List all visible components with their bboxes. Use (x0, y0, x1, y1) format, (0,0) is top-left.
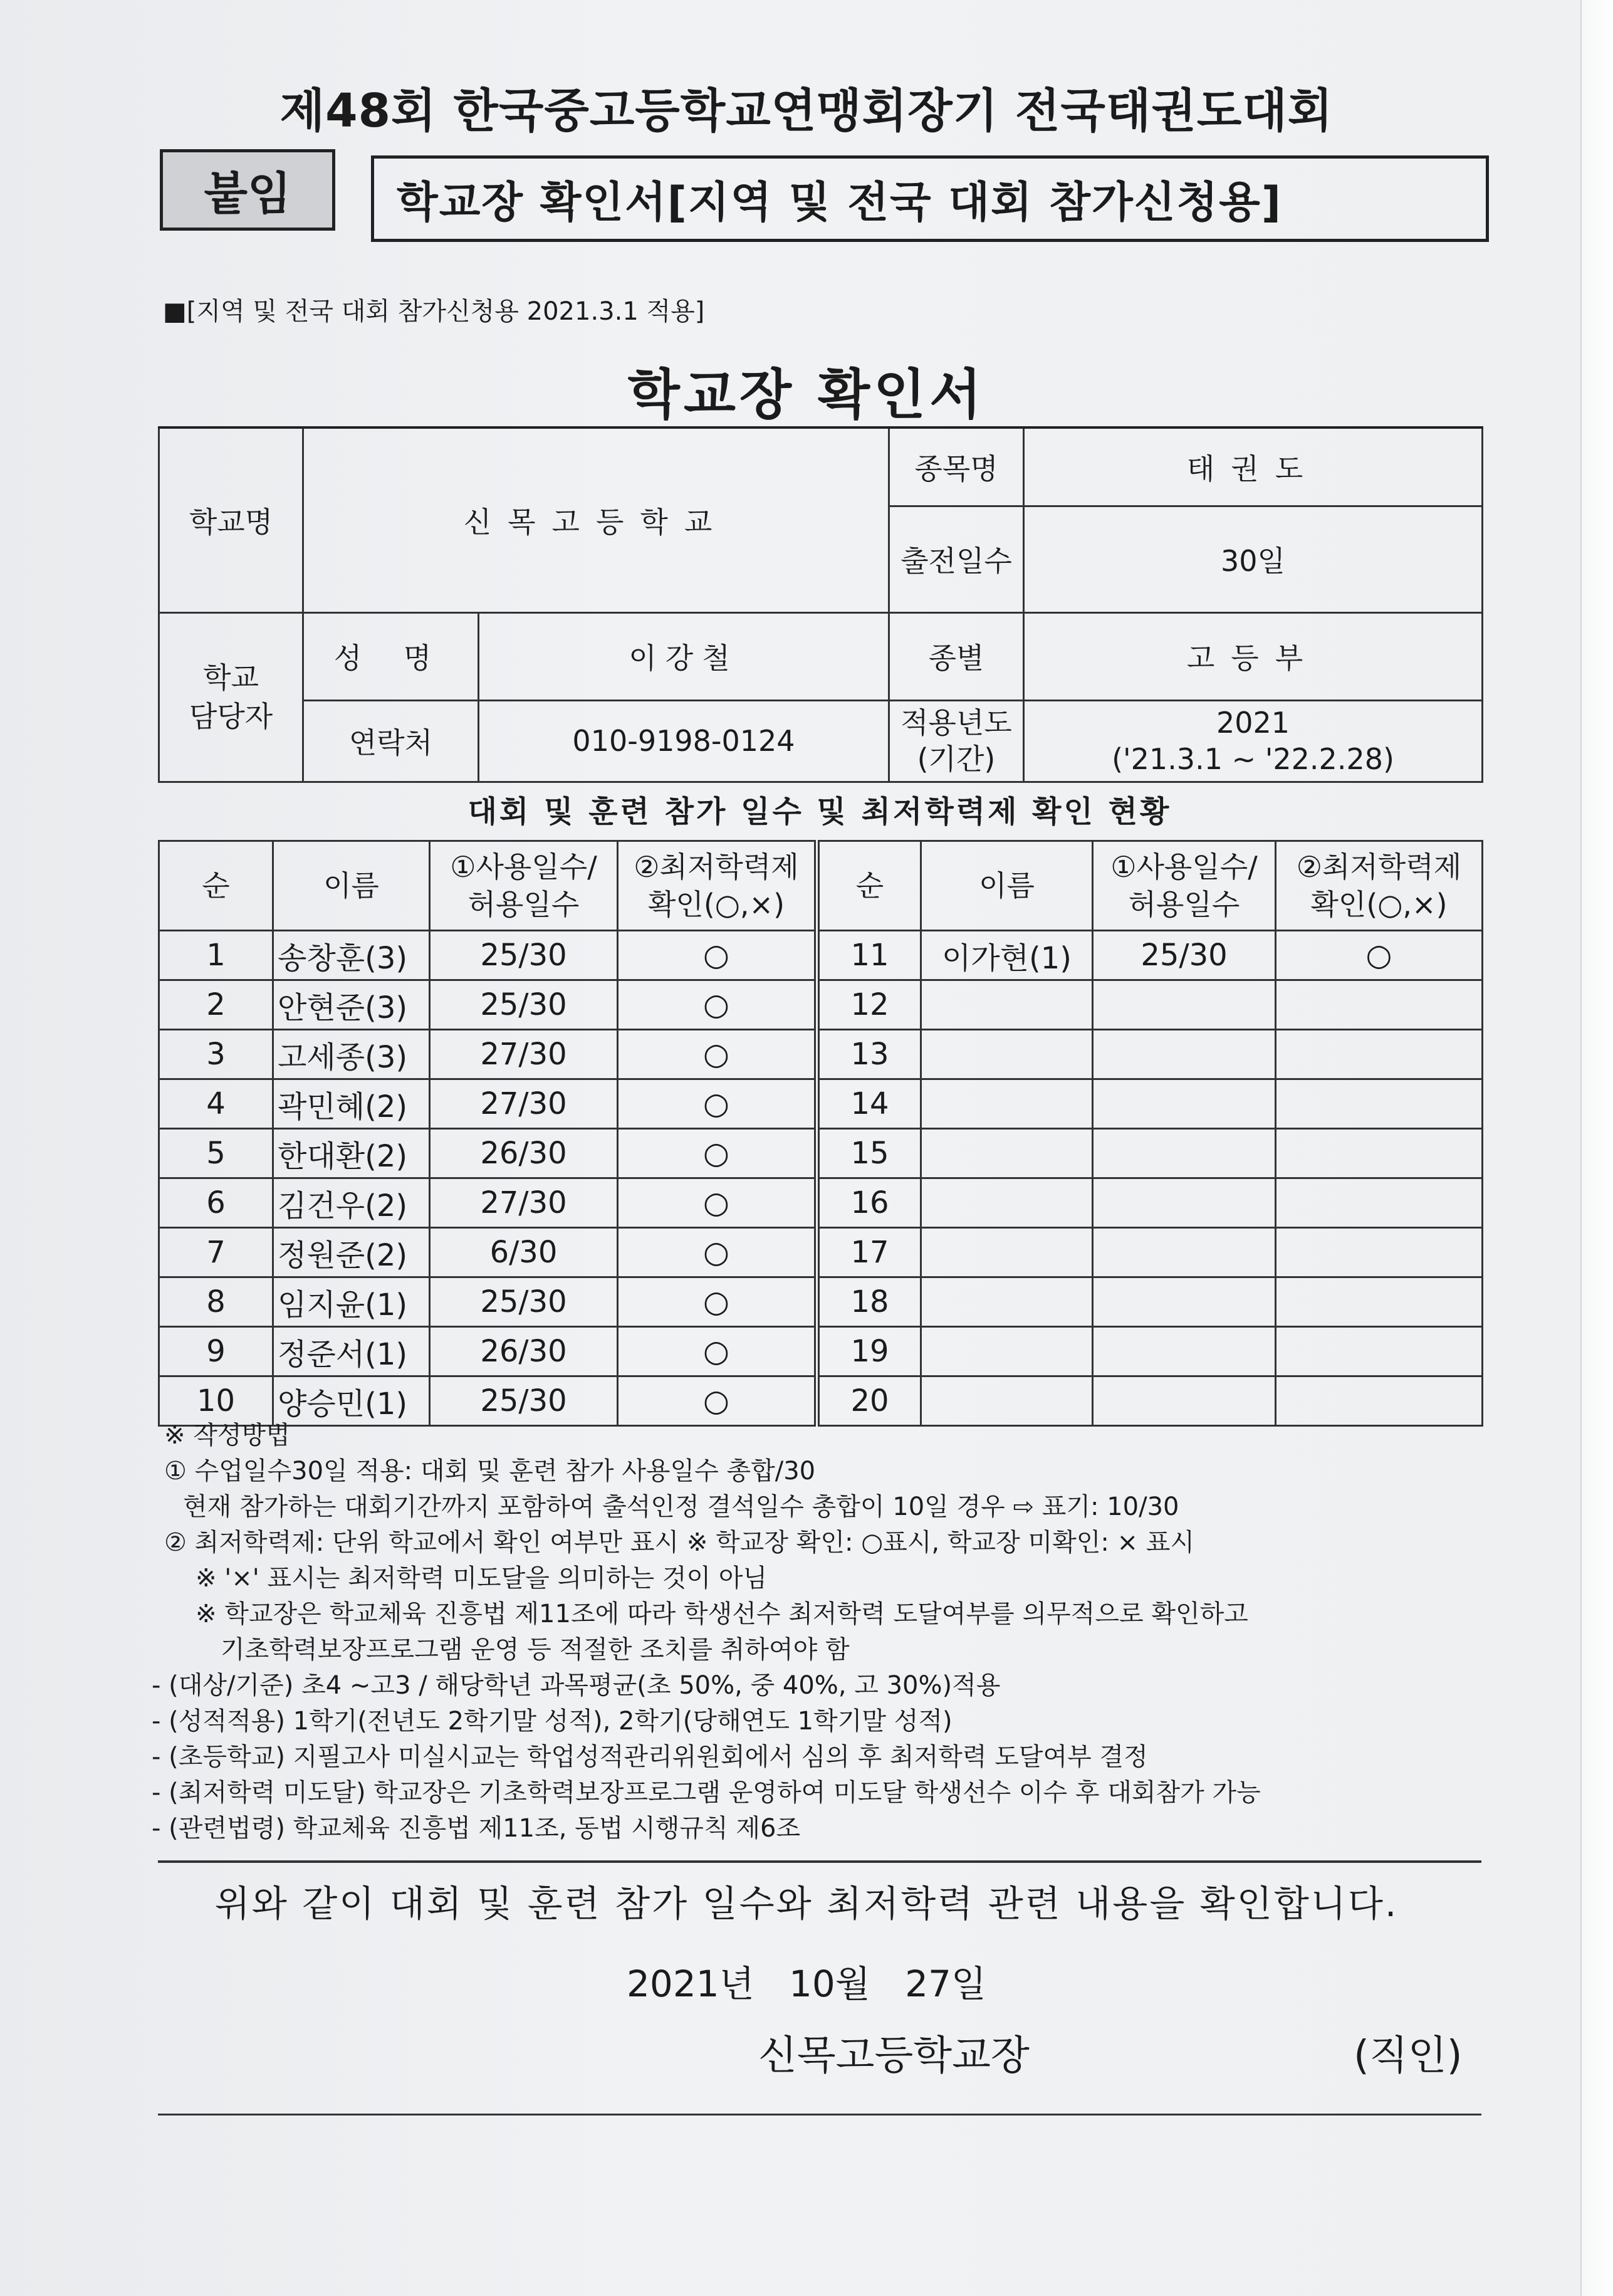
header-days: ①사용일수/ 허용일수 (430, 841, 618, 931)
used-days: 25/30 (430, 931, 618, 980)
min-academic-check (1276, 1178, 1483, 1228)
row-no: 11 (817, 931, 921, 980)
row-no: 18 (817, 1277, 921, 1327)
section-title: 대회 및 훈련 참가 일수 및 최저학력제 확인 현황 (467, 794, 1172, 829)
used-days: 27/30 (430, 1079, 618, 1129)
header-check: ②최저학력제 확인(○,×) (618, 841, 817, 931)
row-no: 16 (817, 1178, 921, 1228)
row-no: 15 (817, 1129, 921, 1178)
used-days (1093, 1129, 1276, 1178)
table-row (159, 1178, 1483, 1228)
used-days: 25/30 (430, 980, 618, 1030)
table-row (159, 1079, 1483, 1129)
min-academic-check (1276, 1030, 1483, 1079)
used-days: 26/30 (430, 1129, 618, 1178)
table-row (159, 1327, 1483, 1376)
row-no: 14 (817, 1079, 921, 1129)
min-academic-check: ○ (618, 1327, 817, 1376)
student-name (921, 1178, 1093, 1228)
signer-title: 신목고등학교장 (758, 2033, 1030, 2079)
table-row (159, 980, 1483, 1030)
header-name: 이름 (273, 841, 430, 931)
row-no: 17 (817, 1228, 921, 1277)
row-no: 6 (159, 1178, 273, 1228)
note-line: - (최저학력 미도달) 학교장은 기초학력보장프로그램 운영하여 미도달 학생선수 이수 후 대회참가 가능 (152, 1778, 1261, 1807)
min-academic-check: ○ (618, 1178, 817, 1228)
table-row (159, 1228, 1483, 1277)
year-label: 적용년도 (기간) (889, 700, 1024, 782)
student-name: 양승민(1) (273, 1376, 430, 1426)
table-row (159, 1129, 1483, 1178)
student-name (921, 1277, 1093, 1327)
student-name: 임지윤(1) (273, 1277, 430, 1327)
used-days (1093, 1228, 1276, 1277)
document-heading: 학교장 확인서 (627, 364, 986, 426)
year-value: 2021 (1216, 706, 1290, 740)
row-no: 12 (817, 980, 921, 1030)
used-days (1093, 980, 1276, 1030)
confirmation-statement: 위와 같이 대회 및 훈련 참가 일수와 최저학력 관련 내용을 확인합니다. (214, 1882, 1399, 1925)
used-days: 25/30 (1093, 931, 1276, 980)
name-label: 성 명 (303, 612, 479, 700)
min-academic-check: ○ (618, 1030, 817, 1079)
header-no: 순 (159, 841, 273, 931)
note-line: ※ 학교장은 학교체육 진흥법 제11조에 따라 학생선수 최저학력 도달여부를 의무적으로 확인하고 (196, 1600, 1248, 1628)
min-academic-check: ○ (618, 980, 817, 1030)
note-line: ※ 작성방법 (164, 1421, 290, 1450)
divider (158, 1860, 1481, 1863)
min-academic-check: ○ (618, 1079, 817, 1129)
issue-date: 2021년 10월 27일 (627, 1963, 986, 2005)
row-no: 3 (159, 1030, 273, 1079)
student-name (921, 1030, 1093, 1079)
year-cell (1024, 700, 1483, 782)
min-academic-check: ○ (618, 1376, 817, 1426)
form-title: 학교장 확인서[지역 및 전국 대회 참가신청용] (371, 155, 1489, 242)
period-value: ('21.3.1 ~ '22.2.28) (1112, 742, 1394, 776)
days-label: 출전일수 (889, 506, 1024, 612)
used-days (1093, 1030, 1276, 1079)
min-academic-check (1276, 1079, 1483, 1129)
min-academic-check: ○ (618, 1277, 817, 1327)
contact-label: 연락처 (303, 700, 479, 782)
used-days: 25/30 (430, 1277, 618, 1327)
used-days (1093, 1327, 1276, 1376)
table-row (159, 1277, 1483, 1327)
contact-value: 010-9198-0124 (479, 700, 889, 782)
note-line: ※ '×' 표시는 최저학력 미도달을 의미하는 것이 아님 (196, 1564, 768, 1593)
manager-label: 학교 담당자 (159, 612, 303, 782)
school-info-table (158, 426, 1483, 783)
school-value: 신목고등학교 (303, 427, 889, 612)
school-label: 학교명 (159, 427, 303, 612)
header-days: ①사용일수/ 허용일수 (1093, 841, 1276, 931)
used-days (1093, 1079, 1276, 1129)
note-line: ② 최저학력제: 단위 학교에서 확인 여부만 표시 ※ 학교장 확인: ○표시, 학교장 미확인: × 표시 (164, 1528, 1195, 1557)
student-name: 송창훈(3) (273, 931, 430, 980)
student-name: 이가현(1) (921, 931, 1093, 980)
attachment-label: 붙임 (160, 149, 335, 231)
note-line: - (초등학교) 지필고사 미실시교는 학업성적관리위원회에서 심의 후 최저학력 도달여부 결정 (152, 1743, 1148, 1771)
note-line: 현재 참가하는 대회기간까지 포함하여 출석인정 결석일수 총합이 10일 경우 ⇨ 표기: 10/30 (183, 1492, 1179, 1521)
note-line: 기초학력보장프로그램 운영 등 적절한 조치를 취하여야 함 (221, 1635, 850, 1664)
min-academic-check: ○ (618, 1129, 817, 1178)
used-days: 6/30 (430, 1228, 618, 1277)
min-academic-check: ○ (618, 1228, 817, 1277)
division-label: 종별 (889, 612, 1024, 700)
roster-table (158, 840, 1483, 1427)
row-no: 9 (159, 1327, 273, 1376)
row-no: 19 (817, 1327, 921, 1376)
name-value: 이강철 (479, 612, 889, 700)
event-value: 태권도 (1024, 427, 1483, 506)
student-name: 정준서(1) (273, 1327, 430, 1376)
table-row (159, 931, 1483, 980)
used-days (1093, 1178, 1276, 1228)
min-academic-check (1276, 1327, 1483, 1376)
header-name: 이름 (921, 841, 1093, 931)
student-name (921, 1129, 1093, 1178)
row-no: 2 (159, 980, 273, 1030)
student-name: 정원준(2) (273, 1228, 430, 1277)
min-academic-check (1276, 980, 1483, 1030)
official-seal: (직인) (1354, 2033, 1463, 2079)
student-name (921, 1228, 1093, 1277)
note-line: ① 수업일수30일 적용: 대회 및 훈련 참가 사용일수 총합/30 (164, 1457, 816, 1486)
used-days: 26/30 (430, 1327, 618, 1376)
note-line: - (성적적용) 1학기(전년도 2학기말 성적), 2학기(당해연도 1학기말 성적) (152, 1707, 953, 1736)
min-academic-check: ○ (618, 931, 817, 980)
header-check: ②최저학력제 확인(○,×) (1276, 841, 1483, 931)
table-row (159, 1030, 1483, 1079)
student-name (921, 1327, 1093, 1376)
row-no: 1 (159, 931, 273, 980)
student-name: 한대환(2) (273, 1129, 430, 1178)
paper-edge (1580, 0, 1613, 2296)
row-no: 8 (159, 1277, 273, 1327)
header-no: 순 (817, 841, 921, 931)
min-academic-check (1276, 1277, 1483, 1327)
event-label: 종목명 (889, 427, 1024, 506)
used-days (1093, 1277, 1276, 1327)
row-no: 10 (159, 1376, 273, 1426)
min-academic-check (1276, 1228, 1483, 1277)
row-no: 4 (159, 1079, 273, 1129)
student-name (921, 980, 1093, 1030)
writing-instructions (152, 1418, 1493, 1847)
note-line: - (대상/기준) 초4 ~고3 / 해당학년 과목평균(초 50%, 중 40%, 고 30%)적용 (152, 1671, 1001, 1700)
min-academic-check (1276, 1129, 1483, 1178)
student-name: 곽민혜(2) (273, 1079, 430, 1129)
student-name (921, 1079, 1093, 1129)
used-days: 27/30 (430, 1178, 618, 1228)
division-value: 고등부 (1024, 612, 1483, 700)
student-name: 고세종(3) (273, 1030, 430, 1079)
note-line: - (관련법령) 학교체육 진흥법 제11조, 동법 시행규칙 제6조 (152, 1814, 801, 1843)
used-days: 27/30 (430, 1030, 618, 1079)
row-no: 5 (159, 1129, 273, 1178)
contest-title: 제48회 한국중고등학교연맹회장기 전국태권도대회 (279, 84, 1334, 138)
used-days: 25/30 (430, 1376, 618, 1426)
student-name: 안현준(3) (273, 980, 430, 1030)
days-value: 30일 (1024, 506, 1483, 612)
applicability-note: ■[지역 및 전국 대회 참가신청용 2021.3.1 적용] (163, 297, 705, 326)
student-name: 김건우(2) (273, 1178, 430, 1228)
min-academic-check: ○ (1276, 931, 1483, 980)
divider (158, 2114, 1481, 2115)
row-no: 13 (817, 1030, 921, 1079)
row-no: 7 (159, 1228, 273, 1277)
row-no: 20 (817, 1376, 921, 1426)
